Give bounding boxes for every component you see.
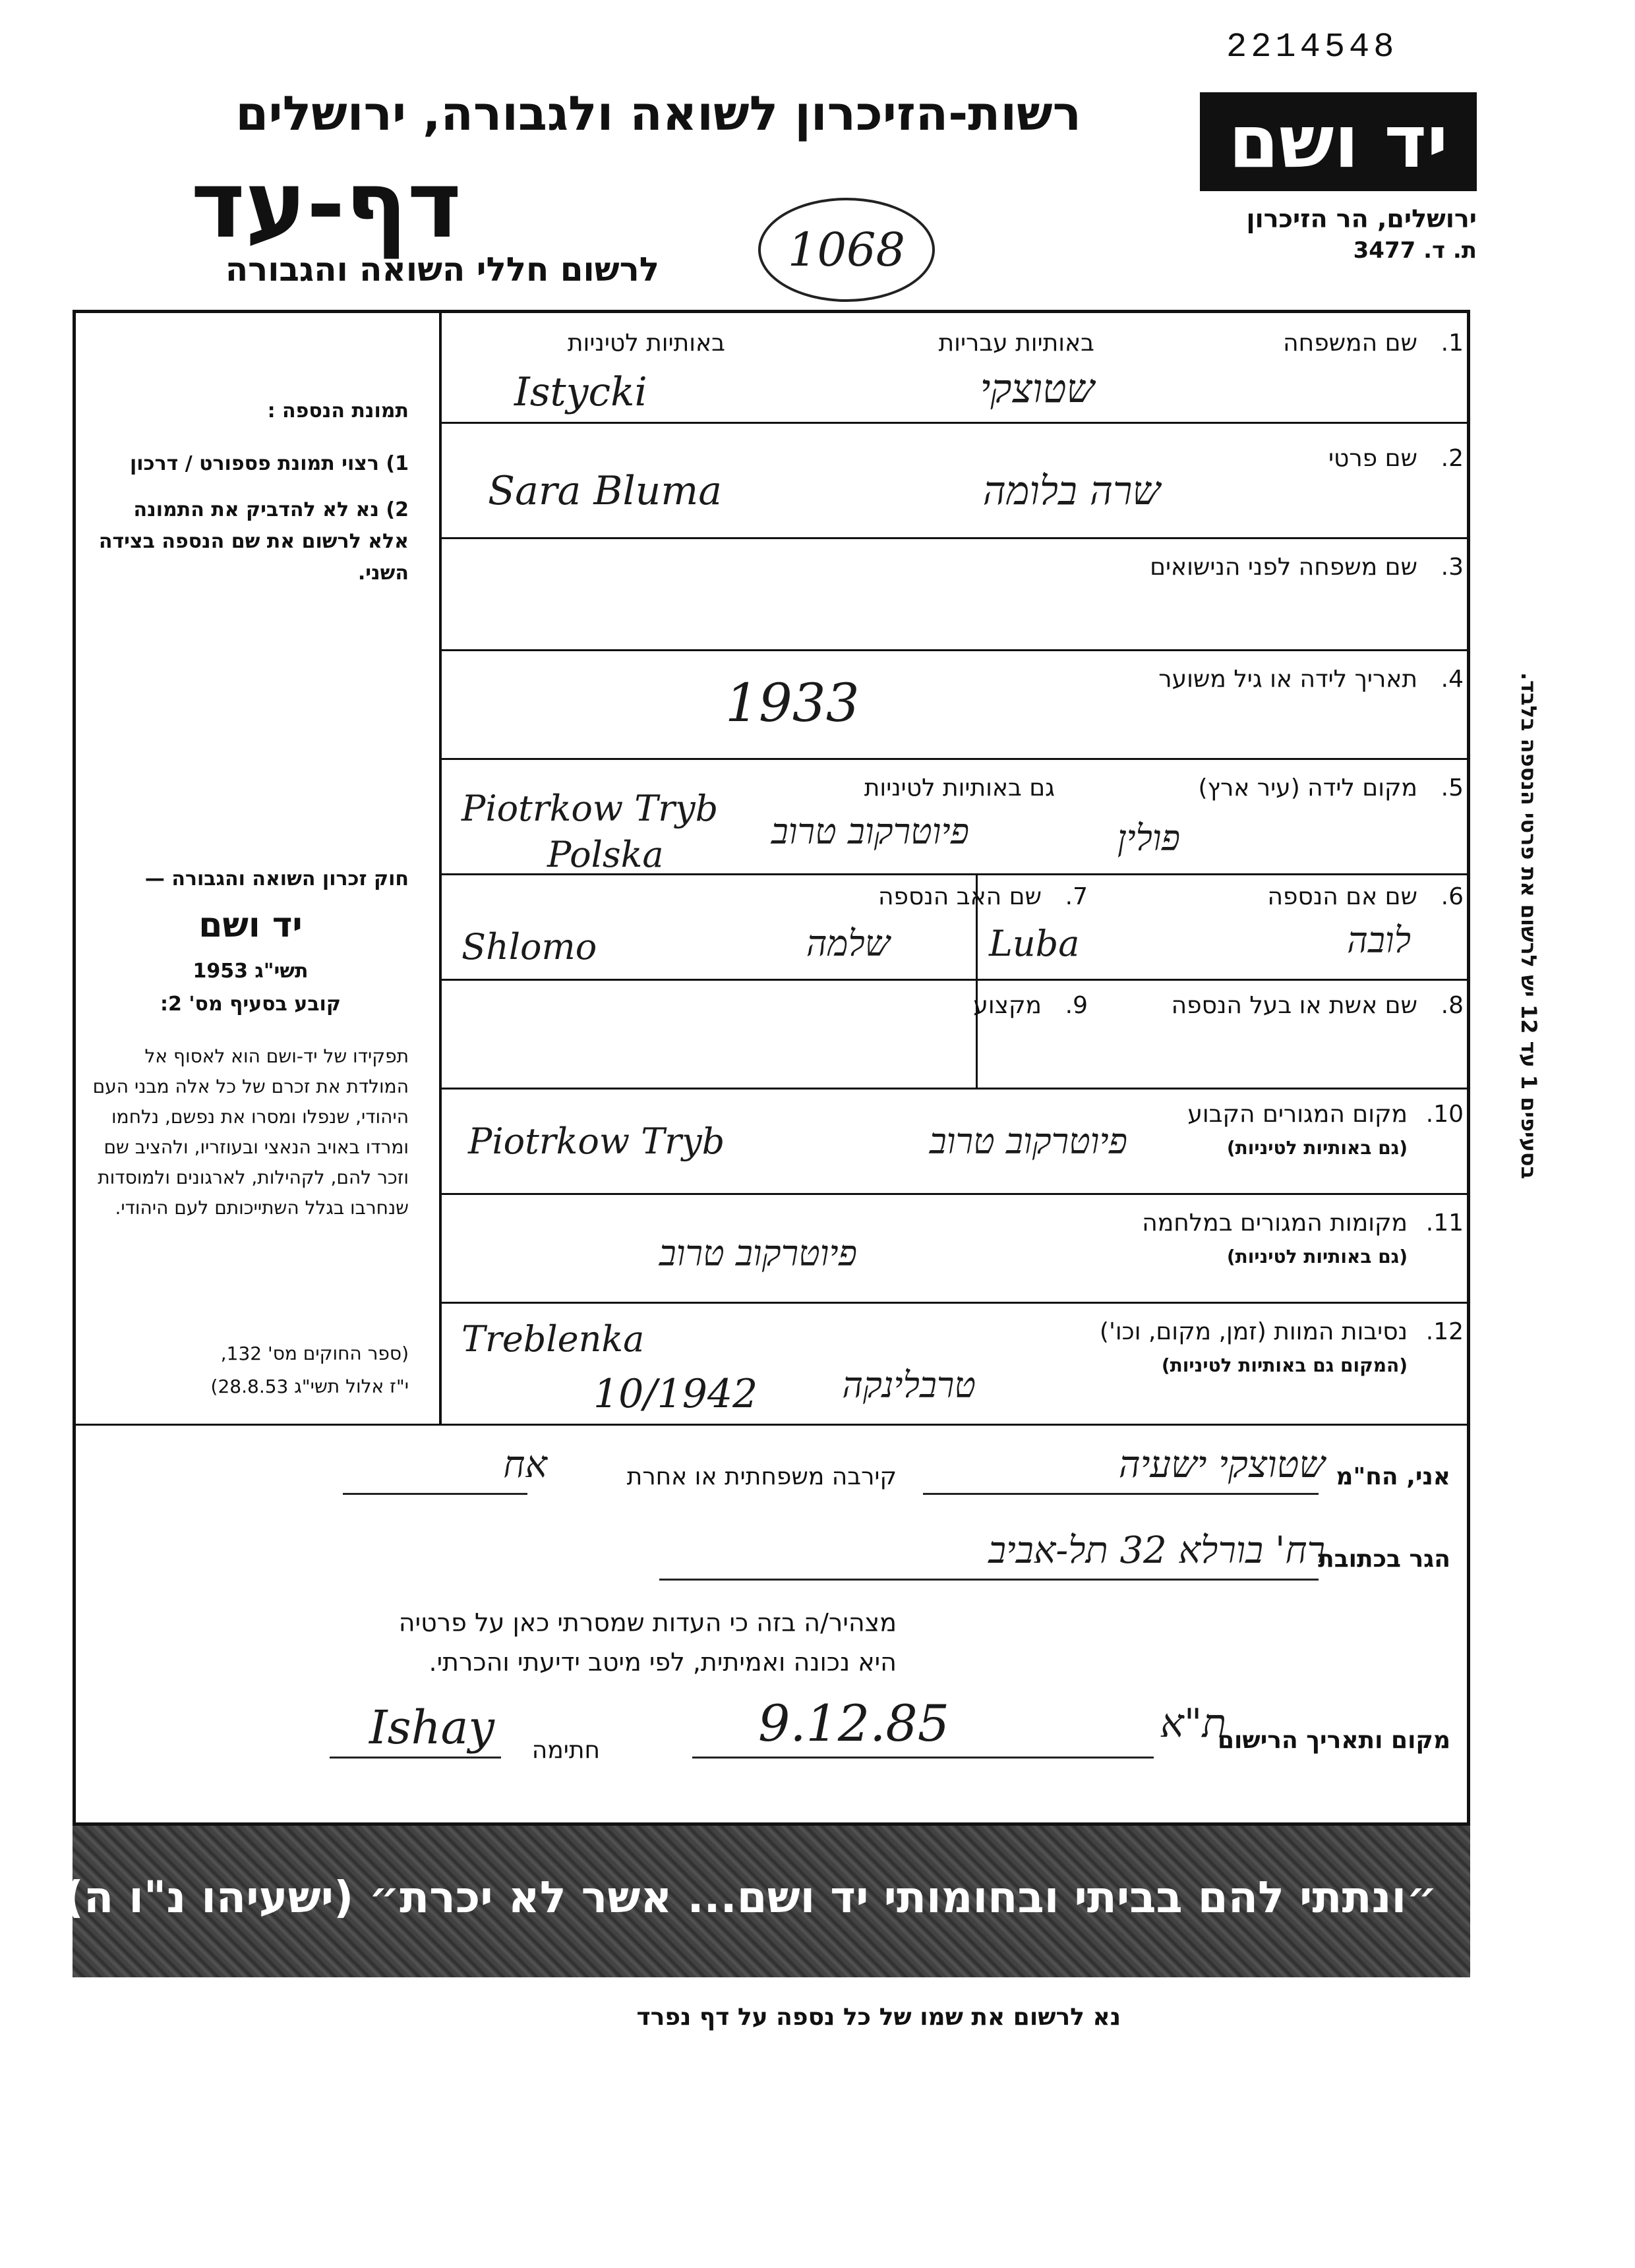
field-7-hebrew-value[interactable]: שלמה	[806, 923, 890, 964]
row-divider	[442, 1193, 1470, 1195]
field-2-hebrew-value[interactable]: שרה בלומה	[982, 468, 1160, 514]
field-7-latin-value[interactable]: Shlomo	[461, 926, 597, 968]
logo-text: יד ושם	[1228, 100, 1448, 184]
field-12-sub: (המקום גם באותיות לטיניות)	[1161, 1354, 1408, 1376]
relation-label: קירבה משפחתית או אחרת	[626, 1463, 897, 1490]
law-source-date: י"ז אלול תשי"ג 28.8.53)	[210, 1376, 409, 1397]
field-11-label: מקומות המגורים במלחמה	[1142, 1209, 1408, 1236]
row-divider	[442, 758, 1470, 760]
field-4-label: תאריך לידה או גיל משוער	[1158, 666, 1417, 693]
side-note: בסעיפים 1 עד 12 יש לרשום את פרטי הנספה בלבד.	[1516, 672, 1541, 1180]
field-8-label: שם אשת או בעל הנספה	[1171, 992, 1417, 1019]
file-number: 1068	[787, 223, 906, 277]
address-line	[659, 1579, 1319, 1581]
field-1-hebrew-value[interactable]: שטוצקי	[980, 366, 1094, 412]
field-2-latin-value[interactable]: Sara Bluma	[488, 468, 722, 514]
field-6-label: שם אם הנספה	[1267, 883, 1417, 910]
field-5-label: מקום לידה (עיר ארץ)	[1198, 774, 1417, 801]
yad-vashem-logo	[1200, 92, 1477, 191]
field-2-label: שם פרטי	[1328, 445, 1417, 472]
signature[interactable]: Ishay	[369, 1701, 494, 1755]
field-9-label: מקצוע	[973, 992, 1042, 1019]
field-3-number: 3.	[1441, 554, 1464, 581]
field-12-date-value[interactable]: 10/1942	[593, 1371, 758, 1417]
field-1-latin-value[interactable]: Istycki	[514, 369, 647, 415]
field-5-latin-city[interactable]: Piotrkow Tryb	[461, 788, 719, 829]
field-1-latin-header: באותיות לטיניות	[567, 330, 725, 357]
field-6-number: 6.	[1441, 883, 1464, 910]
law-clause: קובע בסעיף מס' 2:	[160, 993, 341, 1016]
field-5-hebrew-city[interactable]: פיוטרקוב טרוב	[771, 811, 969, 852]
statement-line-1: מצהיר/ה בזה כי העדות שמסרתי כאן על פרטיה	[398, 1608, 897, 1637]
field-5-latin-header: גם באותיות לטיניות	[864, 774, 1055, 801]
field-10-hebrew-value[interactable]: פיוטרקוב טרוב	[929, 1120, 1127, 1162]
declarant-line	[923, 1493, 1319, 1495]
law-text: תפקידו של יד-ושם הוא לאסוף אל המולדת את זכרם של כל אלה מבני העם היהודי, שנפלו ומסרו את נפשם, נלחמו ומרדו באויב הנאצי ובעוזריו, ולהציב שם וזכר להם, לקהילות, לארגונים ולמוסדות שנחרבו בגלל השתייכותם לעם היהודי.	[92, 1045, 409, 1219]
registration-date[interactable]: 9.12.85	[758, 1694, 950, 1753]
motto-text: ״ונתתי להם בביתי ובחומותי יד ושם... אשר לא יכרת״ (ישעיהו נ"ו ה)	[63, 1872, 1437, 1923]
section-divider	[73, 1424, 1470, 1426]
field-11-sub: (גם באותיות לטיניות)	[1226, 1246, 1408, 1267]
po-box: ת. ד. 3477	[1353, 237, 1477, 264]
field-10-number: 10.	[1425, 1101, 1464, 1128]
row-divider	[442, 649, 1470, 651]
declaration-i-label: אני, הח"מ	[1336, 1463, 1450, 1490]
field-6-hebrew-value[interactable]: לובה	[1347, 919, 1411, 961]
row-divider	[442, 1302, 1470, 1304]
law-org: יד ושם	[198, 906, 303, 945]
declarant-name[interactable]: שטוצקי ישעיה	[1118, 1443, 1325, 1486]
footer-note: נא לרשום את שמו של כל נספה על דף נפרד	[636, 2004, 1121, 2031]
law-title: חוק זכרון השואה והגבורה —	[144, 867, 409, 890]
photo-note-2: 2) נא לא להדביק את התמונה אלא לרשום את שם הנספה בצידה השני.	[98, 498, 409, 585]
photo-heading: תמונת הנספה :	[267, 399, 409, 422]
signature-line	[330, 1757, 501, 1759]
date-line	[692, 1757, 1154, 1759]
field-1-hebrew-header: באותיות עבריות	[938, 330, 1094, 357]
row-divider	[442, 537, 1470, 539]
field-12-label: נסיבות המוות (זמן, מקום, וכו')	[1099, 1318, 1408, 1345]
field-12-latin-value[interactable]: Treblenka	[461, 1318, 645, 1360]
file-number-circle	[758, 198, 935, 302]
law-year: תשי"ג 1953	[193, 960, 309, 983]
relation-line	[343, 1493, 527, 1495]
row-divider	[442, 979, 1470, 981]
field-12-hebrew-value[interactable]: טרבלינקה	[842, 1364, 976, 1406]
field-7-number: 7.	[1065, 883, 1088, 910]
field-4-value[interactable]: 1933	[725, 672, 860, 734]
field-11-hebrew-value[interactable]: פיוטרקוב טרוב	[659, 1233, 857, 1274]
field-2-number: 2.	[1441, 445, 1464, 472]
row-divider	[442, 422, 1470, 424]
field-6-latin-value[interactable]: Luba	[989, 923, 1080, 964]
field-5-number: 5.	[1441, 774, 1464, 801]
field-5-latin-country[interactable]: Polska	[547, 834, 664, 875]
law-source: (ספר החוקים מס' 132,	[220, 1343, 409, 1364]
address-label: הגר בכתובת	[1318, 1546, 1450, 1573]
field-10-latin-value[interactable]: Piotrkow Tryb	[468, 1120, 725, 1162]
organization-name: רשות-הזיכרון לשואה ולגבורה, ירושלים	[235, 86, 1081, 141]
signature-label: חתימה	[531, 1737, 600, 1764]
field-1-label: שם המשפחה	[1283, 330, 1417, 357]
relation-value[interactable]: אח	[503, 1443, 547, 1486]
org-address: ירושלים, הר הזיכרון	[1246, 204, 1477, 233]
field-11-number: 11.	[1425, 1209, 1464, 1236]
document-number: 2214548	[1226, 28, 1398, 67]
field-10-sub: (גם באותיות לטיניות)	[1226, 1137, 1408, 1159]
photo-note-1: 1) רצוי תמונת פספורט / דרכון	[129, 452, 409, 475]
field-10-label: מקום המגורים הקבוע	[1187, 1101, 1408, 1128]
row-divider	[442, 1088, 1470, 1090]
declarant-address[interactable]: רח' בורלא 32 תל-אביב	[988, 1529, 1325, 1572]
statement-line-2: היא נכונה ואמיתית, לפי מיטב ידיעתי והכרתי.	[429, 1648, 897, 1677]
field-12-number: 12.	[1425, 1318, 1464, 1345]
page-subtitle: לרשום חללי השואה והגבורה	[225, 250, 659, 289]
page-title: דף-עד	[191, 152, 461, 259]
field-3-label: שם משפחה לפני הנישואים	[1150, 554, 1417, 581]
field-1-number: 1.	[1441, 330, 1464, 357]
registration-place[interactable]: ת"א	[1160, 1701, 1226, 1747]
field-8-number: 8.	[1441, 992, 1464, 1019]
place-date-label: מקום ותאריך הרישום	[1217, 1727, 1450, 1754]
field-7-label: שם האב הנספה	[878, 883, 1042, 910]
field-9-number: 9.	[1065, 992, 1088, 1019]
field-4-number: 4.	[1441, 666, 1464, 693]
field-5-hebrew-country[interactable]: פולין	[1117, 817, 1180, 859]
